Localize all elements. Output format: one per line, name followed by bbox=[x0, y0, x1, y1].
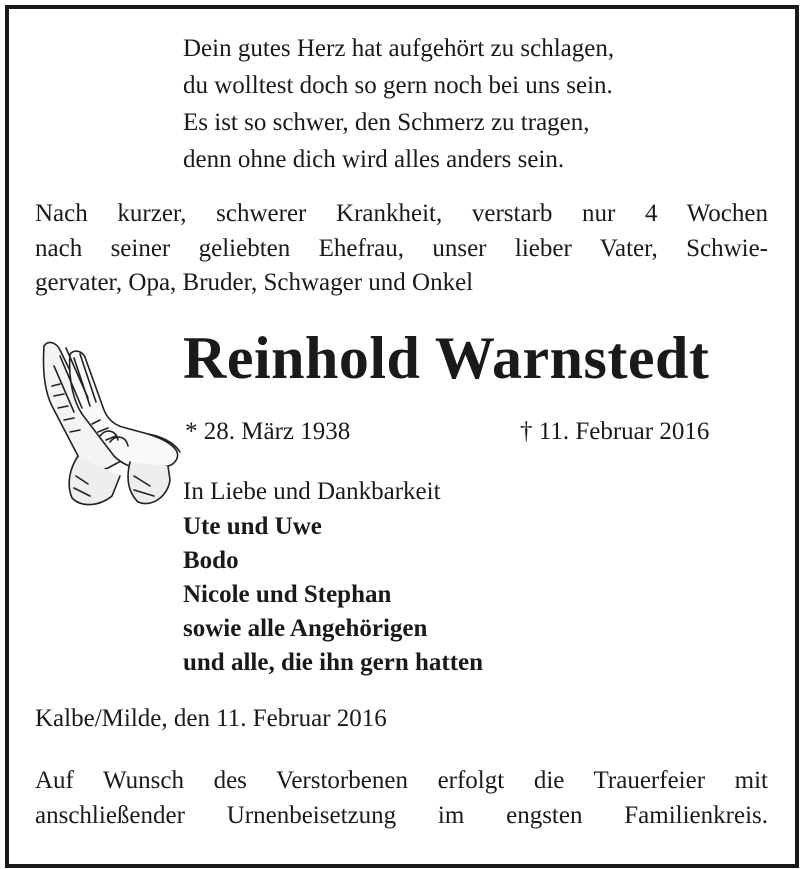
intro-line-2: nach seiner geliebten Ehefrau, unser lieber Vater, Schwie- bbox=[35, 235, 768, 262]
mourner-3: Nicole und Stephan bbox=[183, 581, 392, 608]
poem-line-4: denn ohne dich wird alles anders sein. bbox=[183, 146, 565, 173]
mourner-4: sowie alle Angehörigen bbox=[183, 615, 428, 642]
mourners-intro: In Liebe und Dankbarkeit bbox=[183, 478, 441, 505]
mourner-1: Ute und Uwe bbox=[183, 513, 322, 540]
intro-line-3: gervater, Opa, Bruder, Schwager und Onkel bbox=[35, 269, 474, 296]
intro-line-1: Nach kurzer, schwerer Krankheit, verstarb nur 4 Wochen bbox=[35, 200, 768, 227]
mourner-2: Bodo bbox=[183, 547, 239, 574]
poem-line-2: du wolltest doch so gern noch bei uns sein. bbox=[183, 72, 613, 99]
place-date: Kalbe/Milde, den 11. Februar 2016 bbox=[35, 705, 387, 732]
deceased-name: Reinhold Warnstedt bbox=[183, 325, 710, 391]
closing-line-2: anschließender Urnenbeisetzung im engsten Familienkreis. bbox=[35, 802, 768, 829]
death-date: † 11. Februar 2016 bbox=[520, 418, 710, 445]
closing-line-1: Auf Wunsch des Verstorbenen erfolgt die Trauerfeier mit bbox=[35, 767, 768, 794]
poem-line-1: Dein gutes Herz hat aufgehört zu schlagen, bbox=[183, 35, 615, 62]
praying-hands-icon bbox=[30, 336, 182, 514]
poem-line-3: Es ist so schwer, den Schmerz zu tragen, bbox=[183, 109, 590, 136]
birth-date: * 28. März 1938 bbox=[185, 418, 351, 445]
mourner-5: und alle, die ihn gern hatten bbox=[183, 649, 484, 676]
